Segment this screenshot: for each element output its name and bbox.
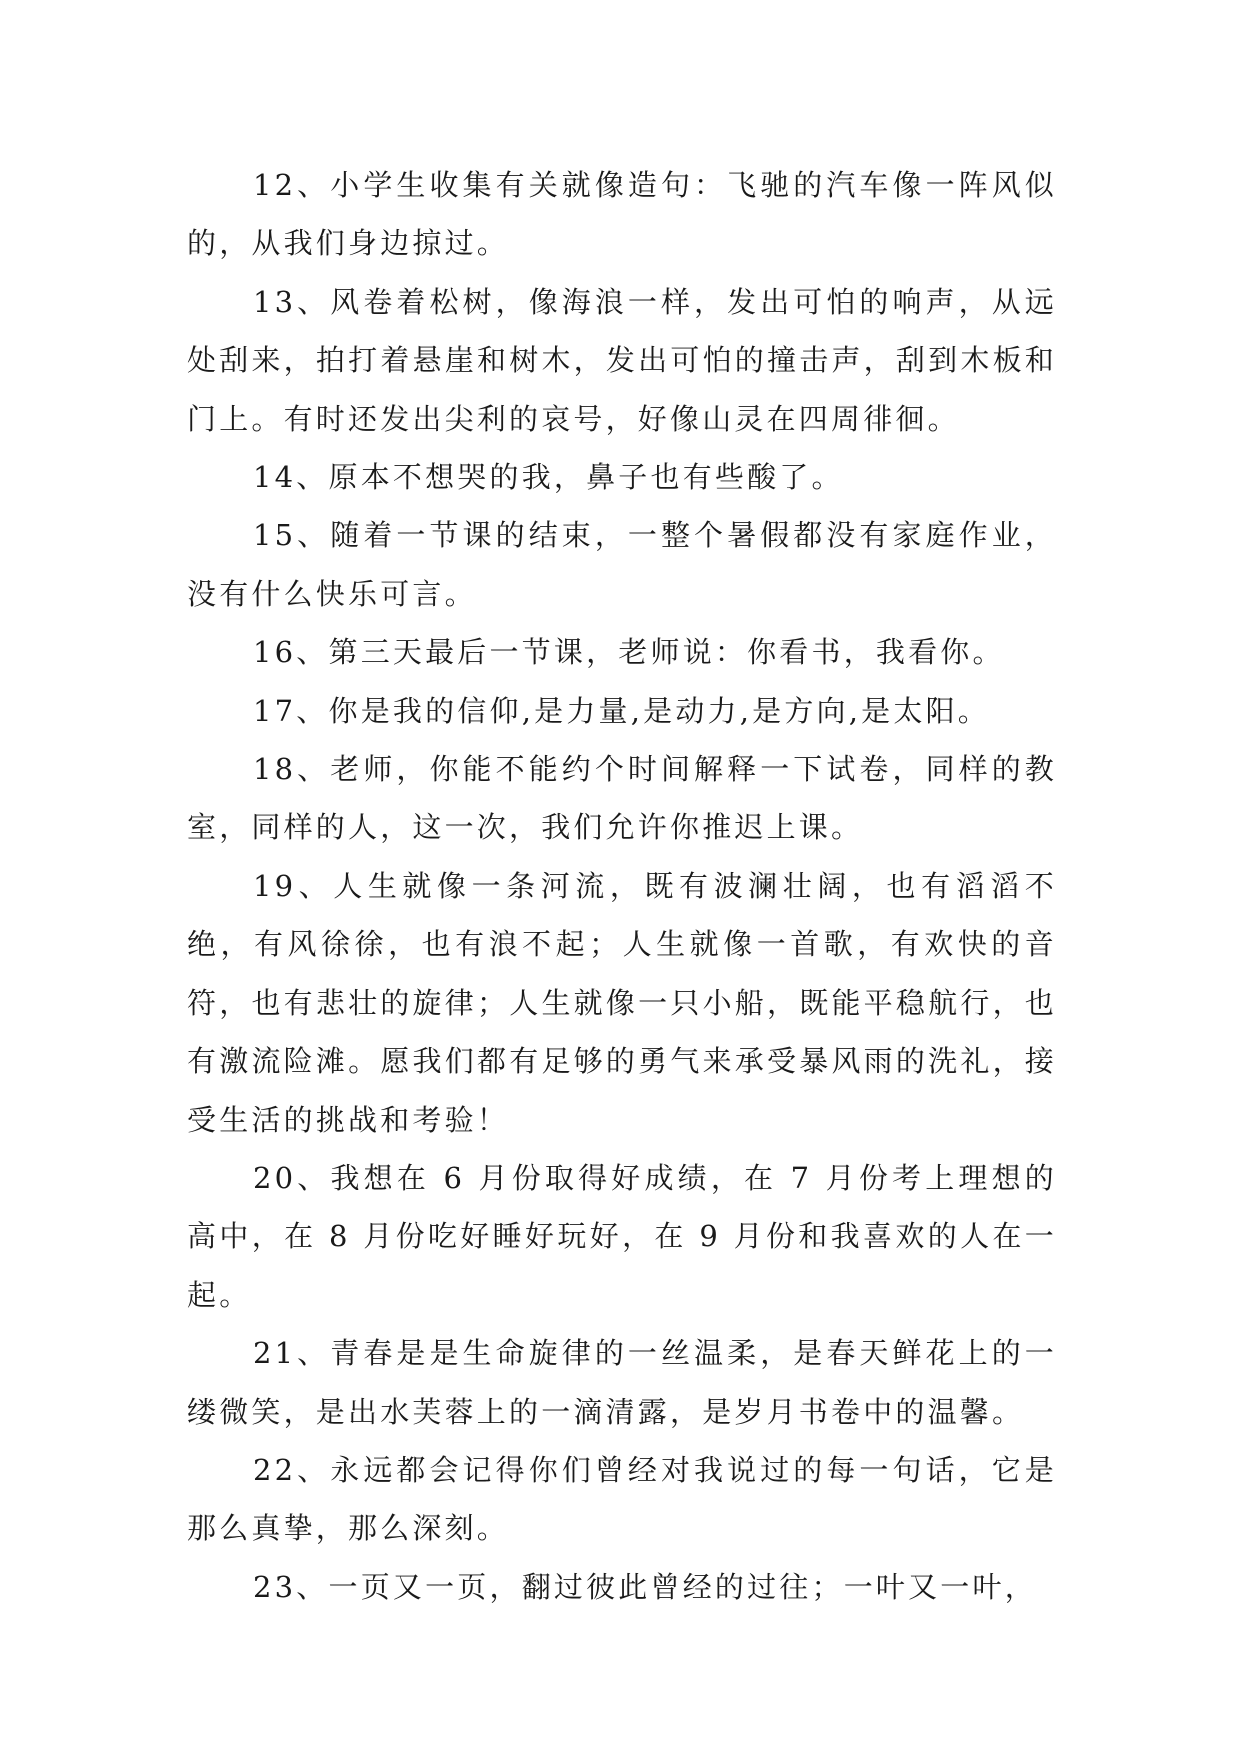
paragraph-17: 17、你是我的信仰,是力量,是动力,是方向,是太阳。: [253, 693, 990, 728]
paragraph-13: 13、风卷着松树，像海浪一样，发出可怕的响声，从远处刮来，拍打着悬崖和树木，发出可怕的撞击声，刮到木板和门上。有时还发出尖利的哀号，好像山灵在四周徘徊。: [187, 284, 1057, 436]
paragraph-15: 15、随着一节课的结束，一整个暑假都没有家庭作业，没有什么快乐可言。: [187, 518, 1057, 611]
paragraph-20: 20、我想在 6 月份取得好成绩，在 7 月份考上理想的高中，在 8 月份吃好睡好玩好，在 9 月份和我喜欢的人在一起。: [187, 1160, 1057, 1312]
paragraph-14: 14、原本不想哭的我，鼻子也有些酸了。: [253, 460, 844, 495]
paragraph-18: 18、老师，你能不能约个时间解释一下试卷，同样的教室，同样的人，这一次，我们允许你推迟上课。: [187, 752, 1057, 845]
paragraph-16: 16、第三天最后一节课，老师说：你看书，我看你。: [253, 635, 1005, 670]
paragraph-21: 21、青春是是生命旋律的一丝温柔，是春天鲜花上的一缕微笑，是出水芙蓉上的一滴清露，是岁月书卷中的温馨。: [187, 1336, 1057, 1429]
paragraph-23: 23、一页又一页，翻过彼此曾经的过往；一叶又一叶，: [253, 1569, 1037, 1604]
paragraph-19: 19、人生就像一条河流，既有波澜壮阔，也有滔滔不绝，有风徐徐，也有浪不起；人生就像一首歌，有欢快的音符，也有悲壮的旋律；人生就像一只小船，既能平稳航行，也有激流险滩。愿我们都有足够的勇气来承受暴风雨的洗礼，接受生活的挑战和考验！: [187, 868, 1057, 1137]
paragraph-12: 12、小学生收集有关就像造句：飞驰的汽车像一阵风似的，从我们身边掠过。: [187, 168, 1057, 261]
document-body: [187, 156, 1057, 1616]
paragraph-22: 22、永远都会记得你们曾经对我说过的每一句话，它是那么真挚，那么深刻。: [187, 1452, 1057, 1546]
